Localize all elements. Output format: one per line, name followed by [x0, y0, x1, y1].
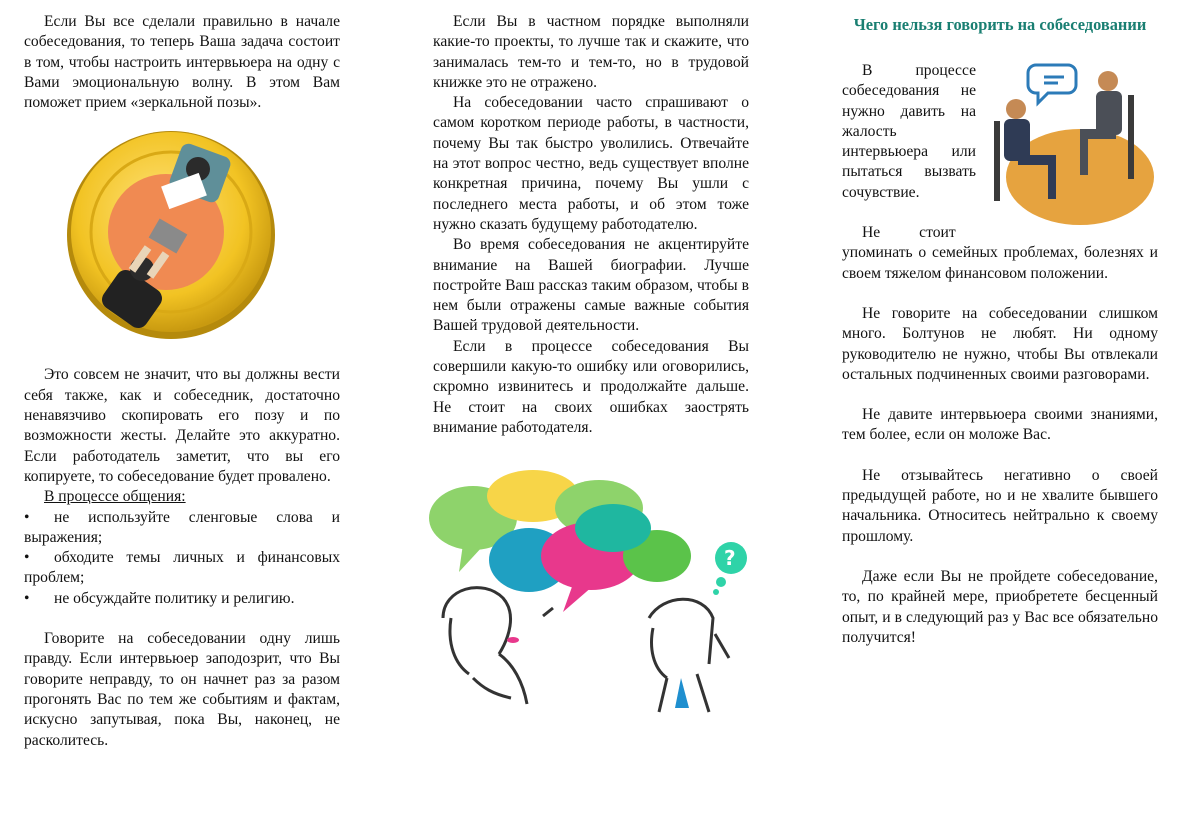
- mirror-pose-illustration: [66, 127, 286, 347]
- svg-text:?: ?: [724, 546, 736, 571]
- paragraph: В процессе собеседования не нужно давить на жалость интервьюера или пытаться вызвать сочувствие.: [842, 62, 976, 201]
- list-heading: В процессе общения:: [44, 488, 186, 506]
- column-right: [842, 12, 1158, 648]
- paragraph-start: Не стоит: [862, 224, 956, 242]
- column-left: [24, 12, 340, 751]
- paragraph: Это совсем не значит, что вы должны вести себя также, как и собеседник, достаточно ненавязчиво скопировать его позу и по возможности жесты. Делайте это аккуратно. Если работодатель заметит, что вы его копируете, то собеседование будет провалено.: [24, 366, 340, 485]
- paragraph: Не говорите на собеседовании слишком много. Болтунов не любят. Ни одному руководителю не нужно, чтобы Вы отвлекали остальных подчиненных своими разговорами.: [842, 304, 1158, 383]
- paragraph: Говорите на собеседовании одну лишь правду. Если интервьюер заподозрит, что Вы говорите неправду, то он начнет раз за разом прогонять Вас по тем же событиям и фактам, искусно запутывая, пока Вы, наконец, не расколитесь.: [24, 630, 340, 749]
- list-item: • не используйте сленговые слова и выражения;: [24, 508, 340, 546]
- paragraph: На собеседовании часто спрашивают о самом коротком периоде работы, в частности, почему Вы так быстро уволились. Отвечайте на этот вопрос честно, ведь существует вполне конкретная причина, почему Вы ушли с последнего места работы, и об этом тоже нужно сказать будущему работодателю.: [433, 94, 749, 233]
- section-title: Чего нельзя говорить на собеседовании: [853, 15, 1147, 34]
- paragraph: Не отзывайтесь негативно о своей предыдущей работе, но и не хвалите бывшего начальника. Относитесь нейтрально к своему прошлому.: [842, 466, 1158, 545]
- advice-list: [24, 508, 340, 609]
- column-middle: [433, 12, 749, 718]
- interview-illustration: [988, 51, 1158, 231]
- paragraph: Даже если Вы не пройдете собеседование, то, по крайней мере, приобретете бесценный опыт, и в следующий раз у Вас все обязательно получится!: [842, 567, 1158, 646]
- paragraph: Во время собеседования не акцентируйте внимание на Вашей биографии. Лучше постройте Ваш рассказ таким образом, чтобы в нем были отражены самые важные события Вашей трудовой деятельности.: [433, 236, 749, 335]
- paragraph: Если в процессе собеседования Вы совершили какую-то ошибку или оговорились, скромно извинитесь и продолжайте дальше. Не стоит на своих ошибках заострять внимание работодателя.: [433, 337, 749, 436]
- chat-bubble-icon: [1028, 65, 1076, 103]
- paragraph: Не давите интервьюера своими знаниями, тем более, если он моложе Вас.: [842, 406, 1158, 444]
- paragraph: упоминать о семейных проблемах, болезнях и своем тяжелом финансовом положении.: [842, 244, 1158, 282]
- list-item: • обходите темы личных и финансовых проблем;: [24, 549, 340, 587]
- conversation-illustration: [413, 468, 753, 718]
- paragraph: Если Вы в частном порядке выполняли какие-то проекты, то лучше так и скажите, что занималась тем-то и тем-то, но в трудовой книжке это не отражено.: [433, 13, 749, 91]
- list-item: • не обсуждайте политику и религию.: [24, 589, 295, 607]
- paragraph: Если Вы все сделали правильно в начале собеседования, то теперь Ваша задача состоит в том, чтобы настроить интервьюера на одну с Вами эмоциональную волну. В этом Вам поможет прием «зеркальной позы».: [24, 13, 340, 112]
- interview-block: [842, 61, 1158, 243]
